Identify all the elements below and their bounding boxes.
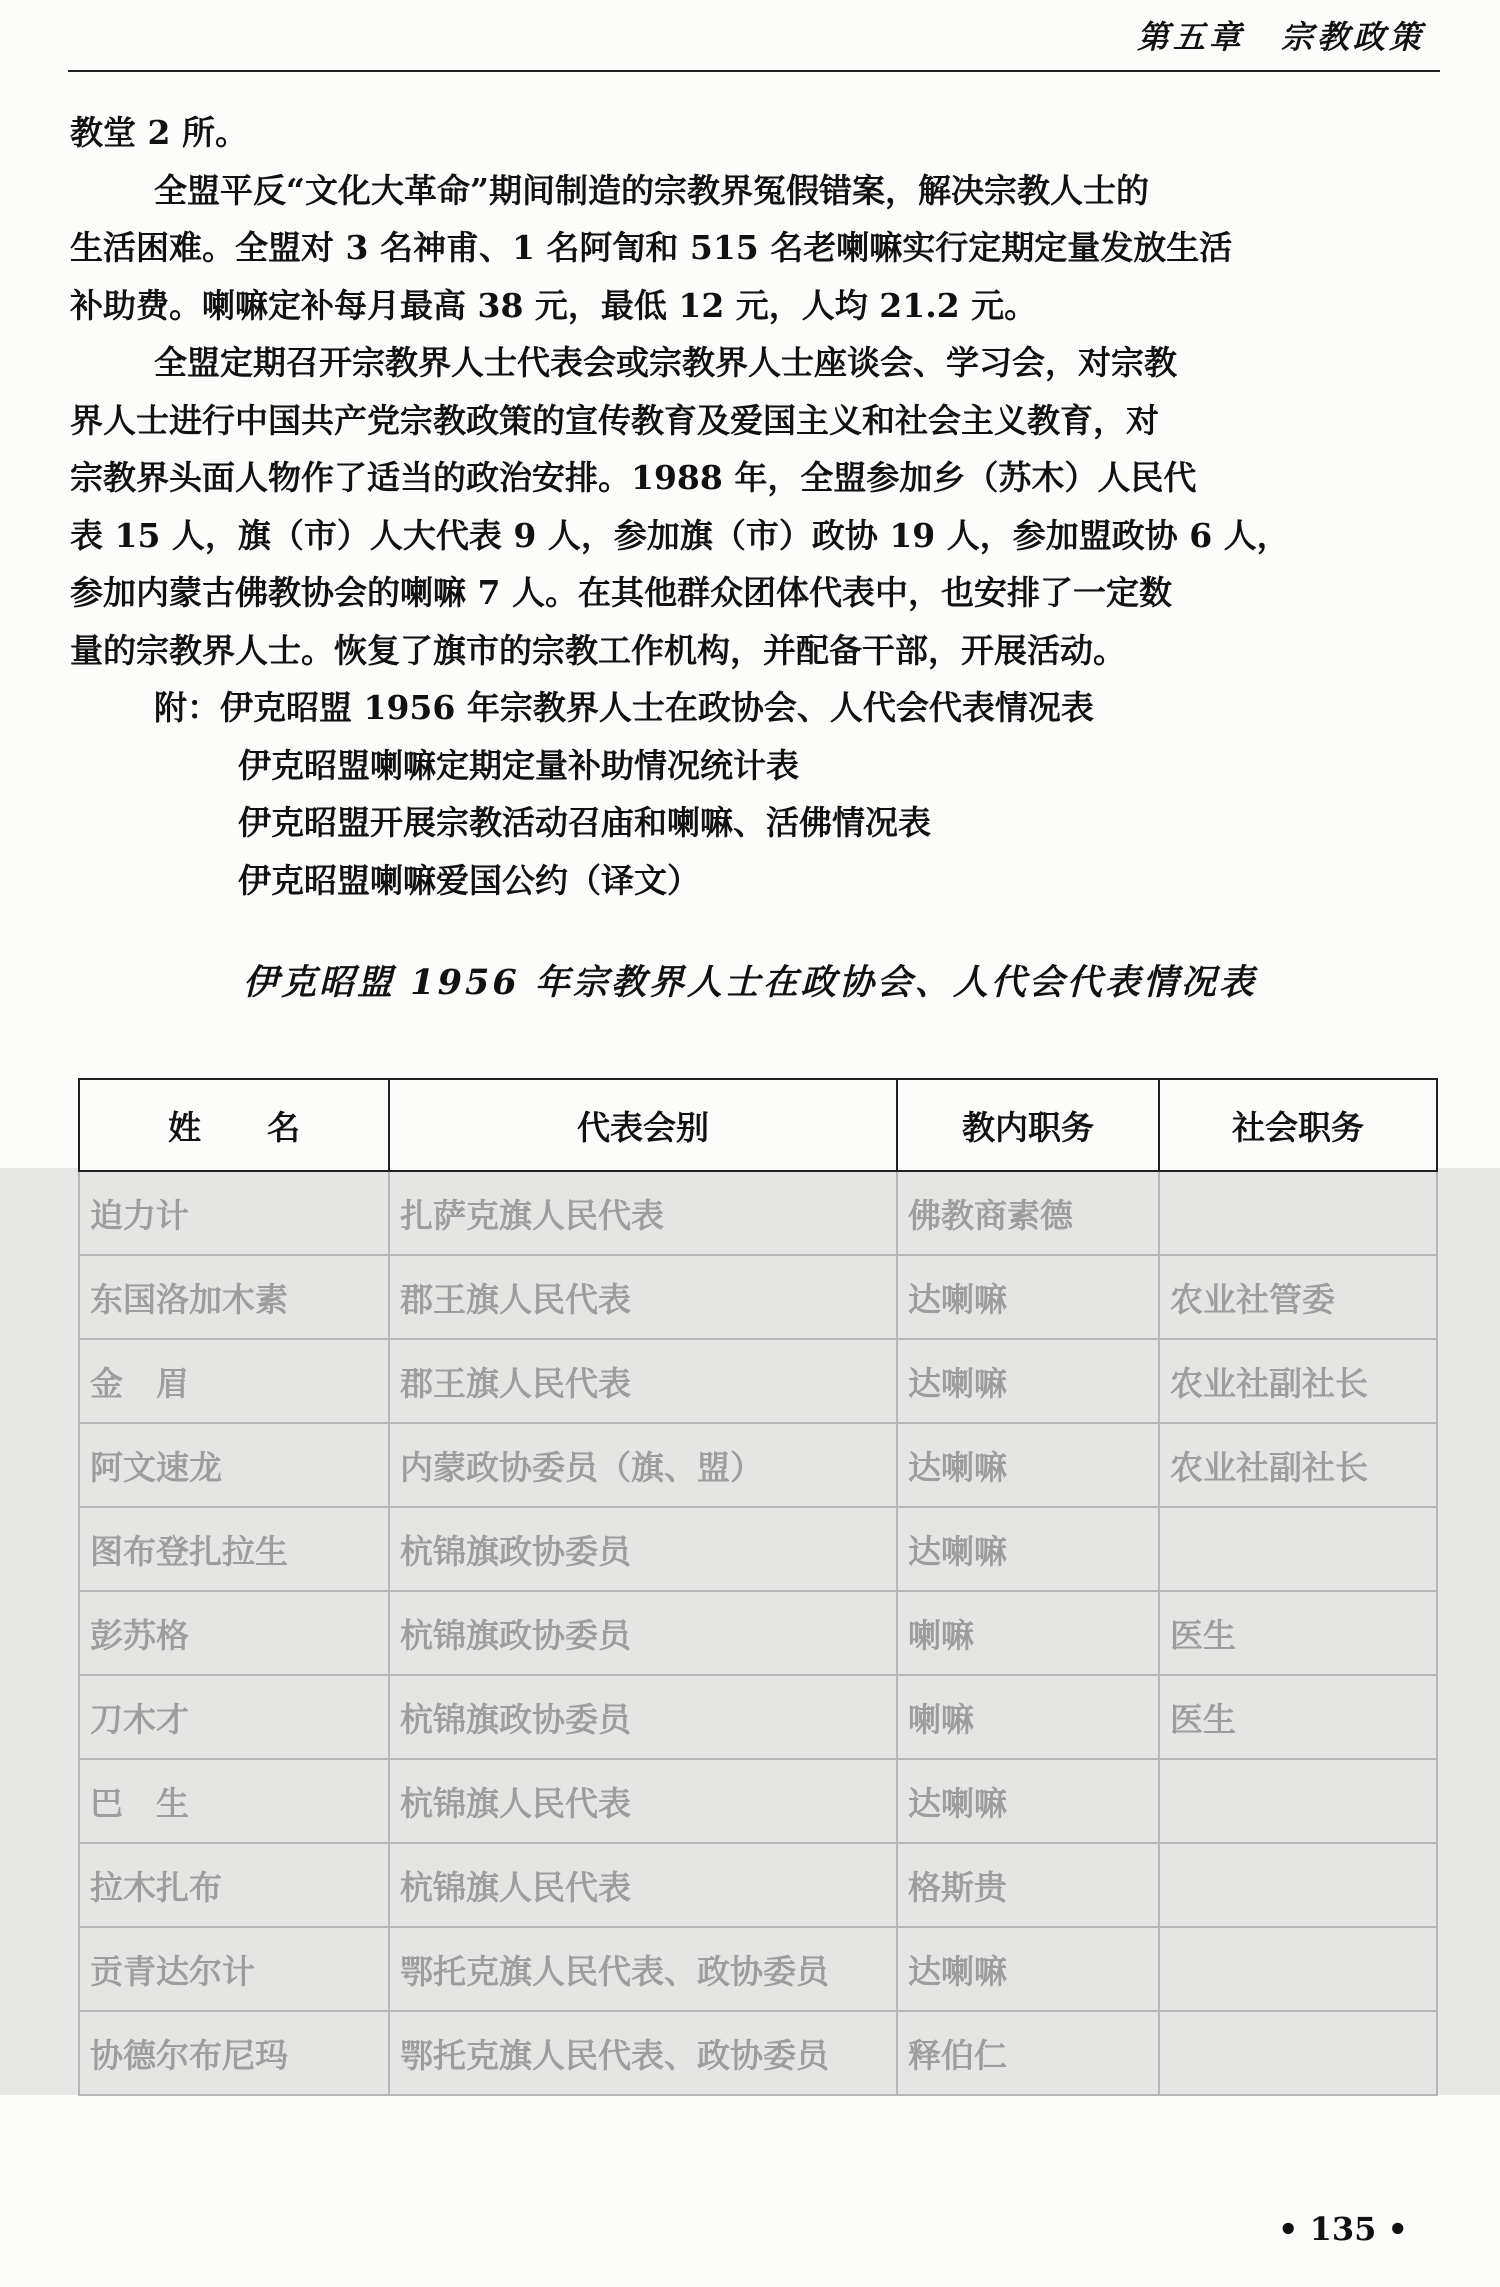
table-cell: 鄂托克旗人民代表、政协委员 <box>389 1927 897 2011</box>
table-row <box>79 1507 1437 1591</box>
representatives-table <box>78 1078 1438 2096</box>
table-cell: 释伯仁 <box>897 2011 1159 2095</box>
paragraph-line: 全盟平反“文化大革命”期间制造的宗教界冤假错案，解决宗教人士的 <box>154 170 1149 210</box>
table-row <box>79 1255 1437 1339</box>
paragraph-line: 教堂 2 所。 <box>70 113 248 152</box>
table-cell: 佛教商素德 <box>897 1171 1159 1255</box>
table-cell: 农业社副社长 <box>1159 1339 1437 1423</box>
table-row <box>79 2011 1437 2095</box>
table-cell: 彭苏格 <box>79 1591 389 1675</box>
table-cell: 杭锦旗人民代表 <box>389 1759 897 1843</box>
table-cell: 图布登扎拉生 <box>79 1507 389 1591</box>
appendix-item: 伊克昭盟喇嘛爱国公约（译文） <box>238 860 700 900</box>
column-header-religious-post: 教内职务 <box>897 1079 1159 1171</box>
table-cell: 郡王旗人民代表 <box>389 1255 897 1339</box>
body-text <box>70 104 1440 909</box>
paragraph-line: 补助费。喇嘛定补每月最高 38 元，最低 12 元，人均 21.2 元。 <box>70 285 1038 325</box>
table-cell: 杭锦旗人民代表 <box>389 1843 897 1927</box>
appendix-item: 伊克昭盟喇嘛定期定量补助情况统计表 <box>238 745 799 785</box>
column-header-social-post: 社会职务 <box>1159 1079 1437 1171</box>
table-cell: 达喇嘛 <box>897 1759 1159 1843</box>
table-cell: 医生 <box>1159 1591 1437 1675</box>
table-cell: 医生 <box>1159 1675 1437 1759</box>
table-row <box>79 1591 1437 1675</box>
table-cell: 扎萨克旗人民代表 <box>389 1171 897 1255</box>
column-header-name: 姓 名 <box>79 1079 389 1171</box>
running-head: 第五章 宗教政策 <box>1136 18 1425 56</box>
table-cell: 杭锦旗政协委员 <box>389 1675 897 1759</box>
table-cell: 郡王旗人民代表 <box>389 1339 897 1423</box>
appendix-item: 伊克昭盟 1956 年宗教界人士在政协会、人代会代表情况表 <box>220 688 1094 727</box>
table-cell: 达喇嘛 <box>897 1339 1159 1423</box>
table-cell: 达喇嘛 <box>897 1255 1159 1339</box>
table-cell: 刀木才 <box>79 1675 389 1759</box>
table-row <box>79 1339 1437 1423</box>
table-cell: 达喇嘛 <box>897 1423 1159 1507</box>
table-cell: 达喇嘛 <box>897 1927 1159 2011</box>
paragraph-line: 生活困难。全盟对 3 名神甫、1 名阿訇和 515 名老喇嘛实行定期定量发放生活 <box>70 228 1233 267</box>
table-title: 伊克昭盟 1956 年宗教界人士在政协会、人代会代表情况表 <box>243 962 1257 1003</box>
table-cell: 巴 生 <box>79 1759 389 1843</box>
table-cell: 鄂托克旗人民代表、政协委员 <box>389 2011 897 2095</box>
table-row <box>79 1759 1437 1843</box>
table-cell: 金 眉 <box>79 1339 389 1423</box>
paragraph-line: 量的宗教界人士。恢复了旗市的宗教工作机构，并配备干部，开展活动。 <box>70 630 1126 670</box>
table-cell: 农业社副社长 <box>1159 1423 1437 1507</box>
table-cell: 喇嘛 <box>897 1675 1159 1759</box>
table-cell: 杭锦旗政协委员 <box>389 1591 897 1675</box>
table-row <box>79 1843 1437 1927</box>
page-number: • 135 • <box>1278 2210 1408 2248</box>
appendix-item: 伊克昭盟开展宗教活动召庙和喇嘛、活佛情况表 <box>238 803 931 842</box>
column-header-congress: 代表会别 <box>389 1079 897 1171</box>
table-cell: 协德尔布尼玛 <box>79 2011 389 2095</box>
table-cell <box>1159 1759 1437 1843</box>
table-header-row <box>79 1079 1437 1171</box>
table-cell <box>1159 1843 1437 1927</box>
appendix-label: 附： <box>154 688 220 727</box>
table-cell: 格斯贵 <box>897 1843 1159 1927</box>
table-cell: 达喇嘛 <box>897 1507 1159 1591</box>
table-cell: 杭锦旗政协委员 <box>389 1507 897 1591</box>
table-cell: 迫力计 <box>79 1171 389 1255</box>
header-rule <box>68 70 1440 72</box>
table-cell <box>1159 1171 1437 1255</box>
table-cell: 内蒙政协委员（旗、盟） <box>389 1423 897 1507</box>
paragraph-line: 宗教界头面人物作了适当的政治安排。1988 年，全盟参加乡（苏木）人民代 <box>70 458 1197 497</box>
table-cell: 喇嘛 <box>897 1591 1159 1675</box>
table-cell <box>1159 1507 1437 1591</box>
table-cell: 贡青达尔计 <box>79 1927 389 2011</box>
table-cell: 拉木扎布 <box>79 1843 389 1927</box>
table-row <box>79 1675 1437 1759</box>
table-cell: 阿文速龙 <box>79 1423 389 1507</box>
table-row <box>79 1927 1437 2011</box>
table-row <box>79 1171 1437 1255</box>
table-row <box>79 1423 1437 1507</box>
paragraph-line: 界人士进行中国共产党宗教政策的宣传教育及爱国主义和社会主义教育，对 <box>70 400 1159 440</box>
paragraph-line: 表 15 人，旗（市）人大代表 9 人，参加旗（市）政协 19 人，参加盟政协 6 人， <box>70 515 1290 555</box>
paragraph-line: 参加内蒙古佛教协会的喇嘛 7 人。在其他群众团体代表中，也安排了一定数 <box>70 573 1172 612</box>
table-cell: 农业社管委 <box>1159 1255 1437 1339</box>
paragraph-line: 全盟定期召开宗教界人士代表会或宗教界人士座谈会、学习会，对宗教 <box>154 343 1177 382</box>
table-cell <box>1159 2011 1437 2095</box>
appendix-first-line <box>70 679 1440 737</box>
table-cell <box>1159 1927 1437 2011</box>
table-cell: 东国洛加木素 <box>79 1255 389 1339</box>
